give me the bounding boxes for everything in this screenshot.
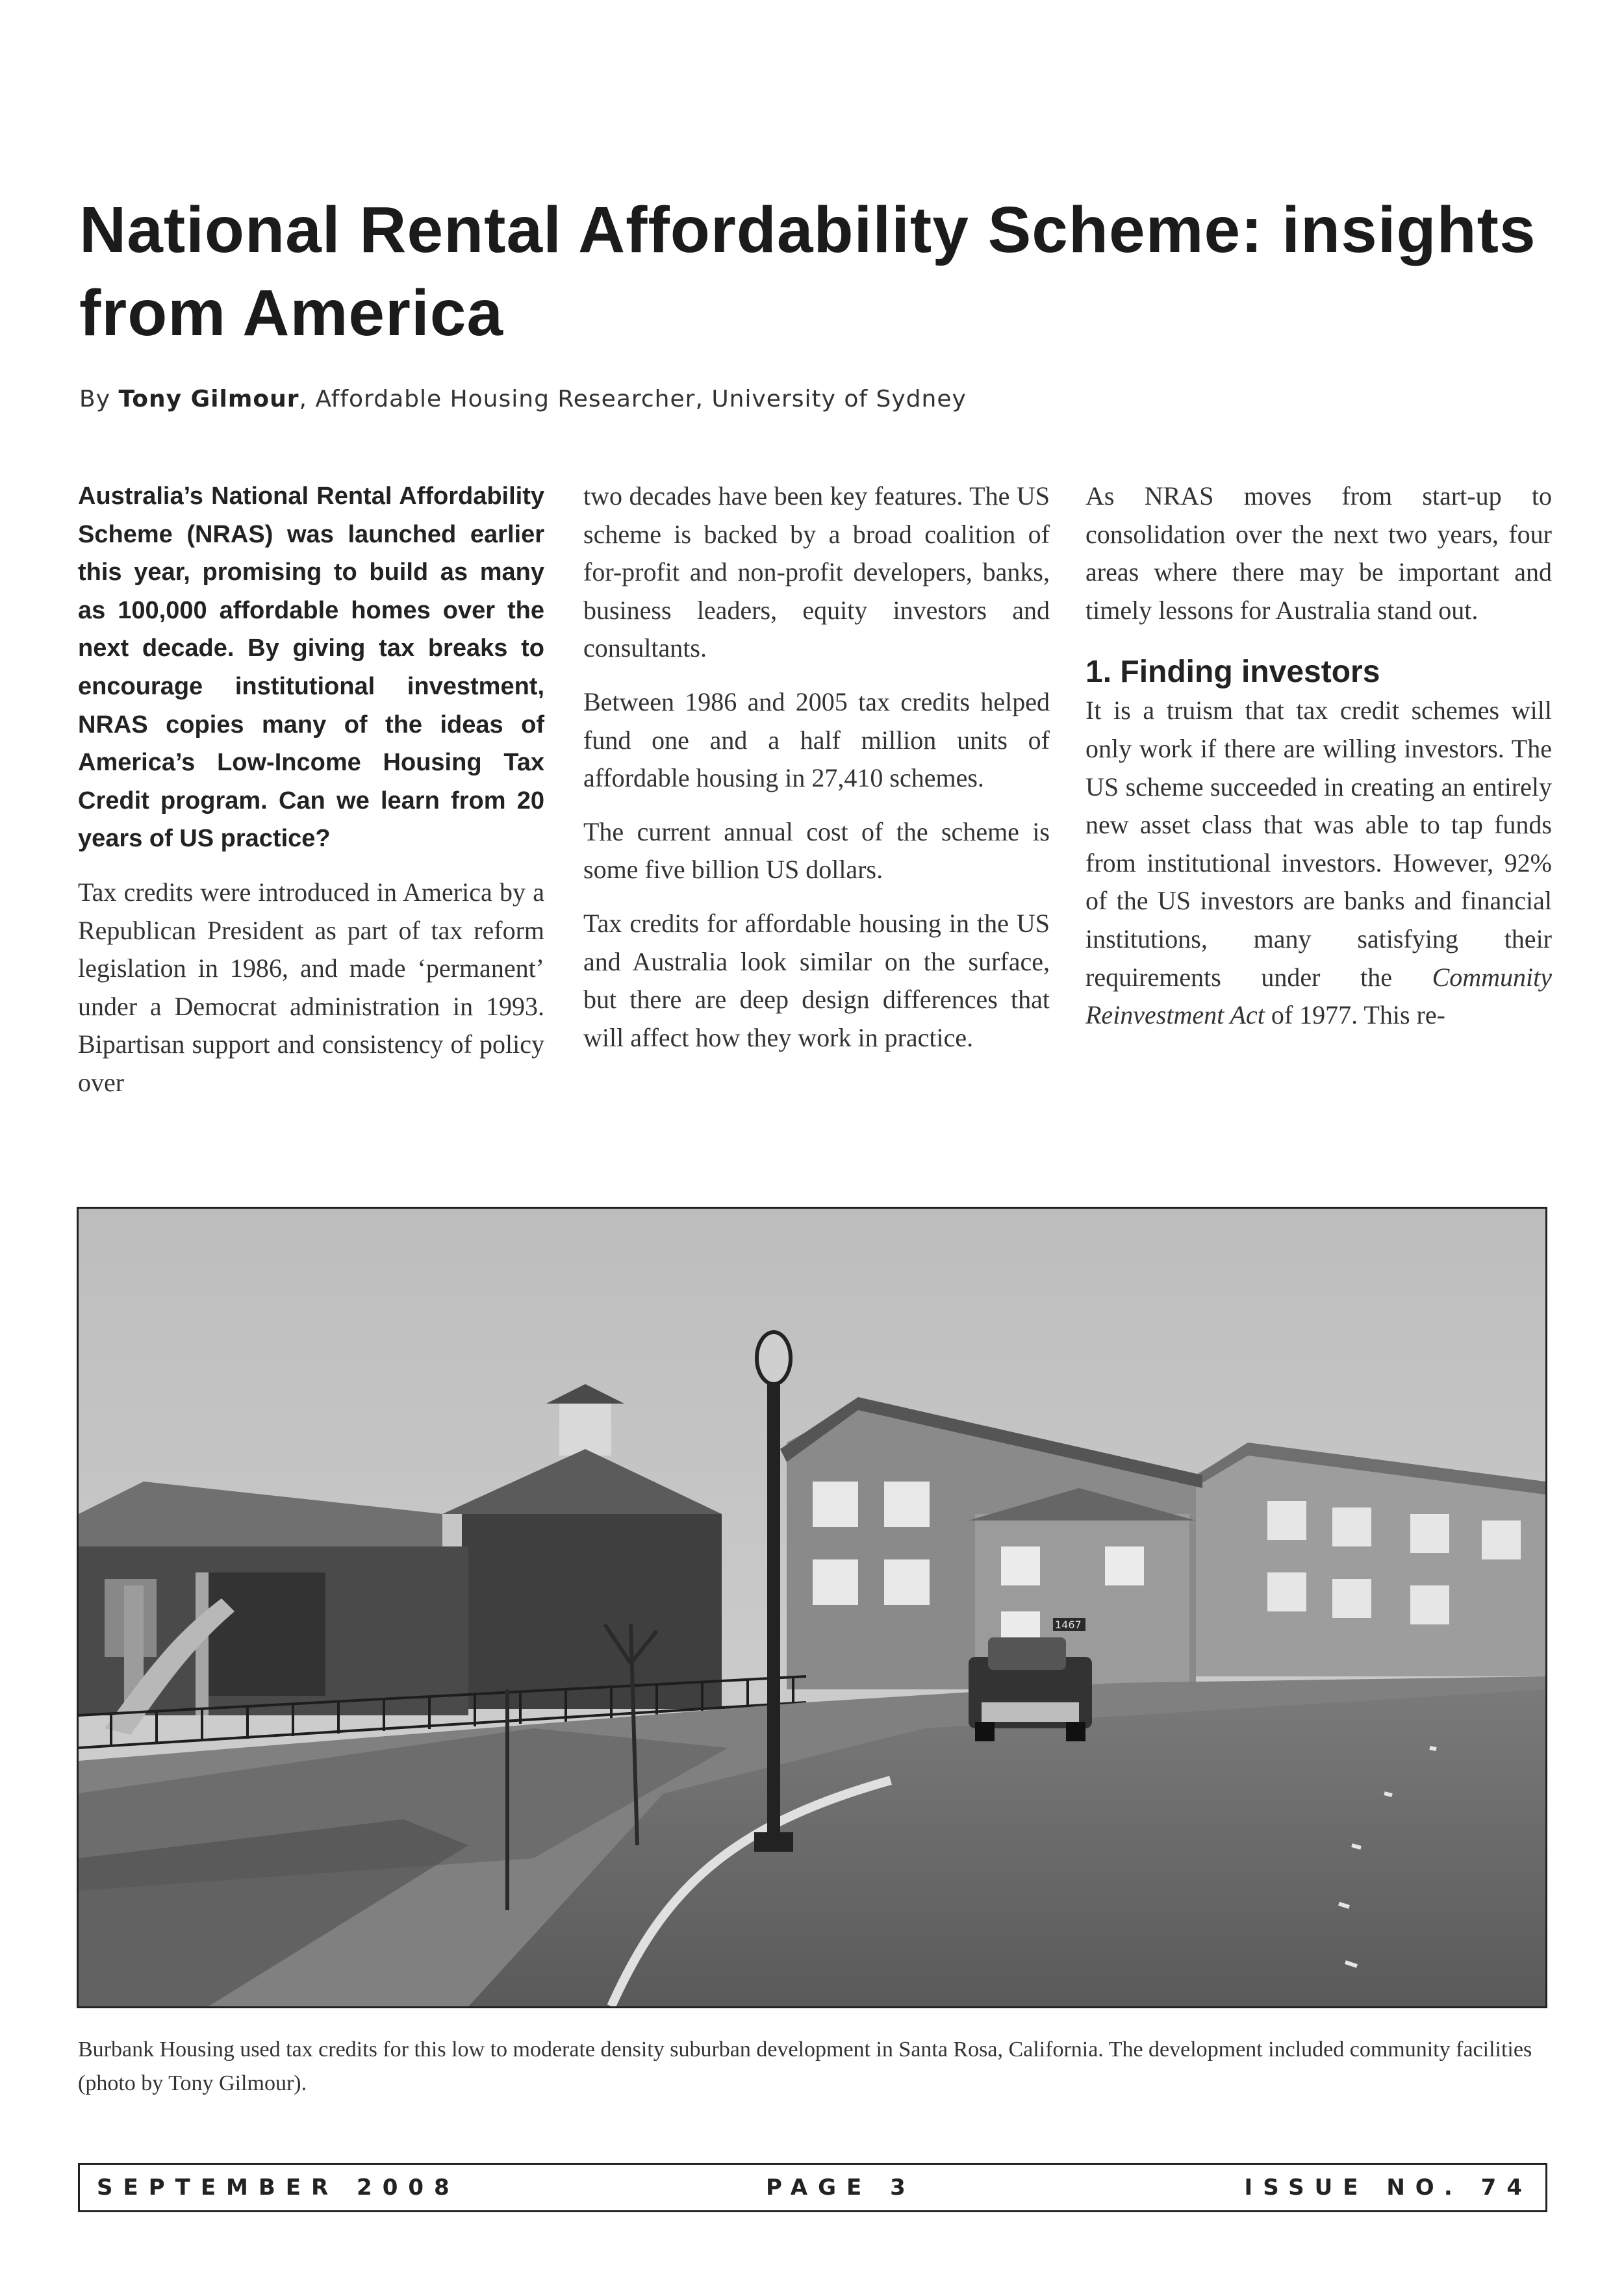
byline-affiliation: , Affordable Housing Researcher, University of Sydney	[299, 386, 967, 412]
body-paragraph: The current annual cost of the scheme is some five billion US dollars.	[583, 816, 1050, 885]
byline-author: Tony Gilmour	[118, 386, 299, 412]
body-paragraph: Tax credits for affordable housing in the US and Australia look similar on the surface, but there are deep design differences that will affect how they work in practice.	[583, 908, 1050, 1052]
page-footer	[78, 2163, 1547, 2212]
body-paragraph: two decades have been key features. The US scheme is backed by a broad coalition of for-profit and non-profit developers, banks, business leaders, equity investors and consultants.	[583, 481, 1050, 663]
body-text: It is a truism that tax credit schemes will only work if there are willing investors. The US scheme succeeded in creating an entirely new asset class that was able to tap funds from institutional investors. However, 92% of the US investors are banks and financial institutions, many satisfying their requirements under the	[1085, 696, 1552, 992]
lead-paragraph: Australia’s National Rental Affordability Scheme (NRAS) was launched earlier this year, promising to build as many as 100,000 affordable homes over the next decade. By giving tax breaks to encourage institutional investment, NRAS copies many of the ideas of America’s Low-Income Housing Tax Credit program. Can we learn from 20 years of US practice?	[78, 483, 544, 853]
column-1	[78, 477, 544, 1118]
byline-prefix: By	[79, 386, 119, 412]
body-paragraph: Between 1986 and 2005 tax credits helped fund one and a half million units of affordable housing in 27,410 schemes.	[583, 687, 1050, 793]
photo-illustration	[79, 1209, 1545, 2006]
photo-caption: Burbank Housing used tax credits for this low to moderate density suburban development in Santa Rosa, California. The development included community facilities (photo by Tony Gilmour).	[78, 2037, 1532, 2095]
body-paragraph	[1085, 692, 1552, 1034]
street-photo	[77, 1207, 1547, 2008]
body-text: of 1977. This re-	[1264, 1000, 1445, 1030]
footer-page: PAGE 3	[766, 2175, 916, 2201]
footer-issue: ISSUE NO. 74	[1244, 2175, 1532, 2201]
footer-date: SEPTEMBER 2008	[97, 2175, 460, 2201]
column-2	[583, 477, 1050, 1072]
townhouses-right	[1176, 1443, 1545, 1676]
body-paragraph: Tax credits were introduced in America by a Republican President as part of tax reform legislation in 1986, and made ‘permanent’ under a Democrat administration in 1993. Bipartisan support and consistency of policy over	[78, 877, 544, 1097]
article-title: National Rental Affordability Scheme: insights from America	[79, 194, 1536, 349]
section-heading: 1. Finding investors	[1085, 655, 1380, 690]
act-title: Community Reinvestment Act	[1085, 962, 1552, 1030]
house-number: 1467	[1055, 1619, 1082, 1631]
column-3	[1085, 477, 1552, 1050]
body-paragraph: As NRAS moves from start-up to consolidation over the next two years, four areas where there may be important and timely lessons for Australia stand out.	[1085, 481, 1552, 625]
byline	[79, 383, 1547, 416]
